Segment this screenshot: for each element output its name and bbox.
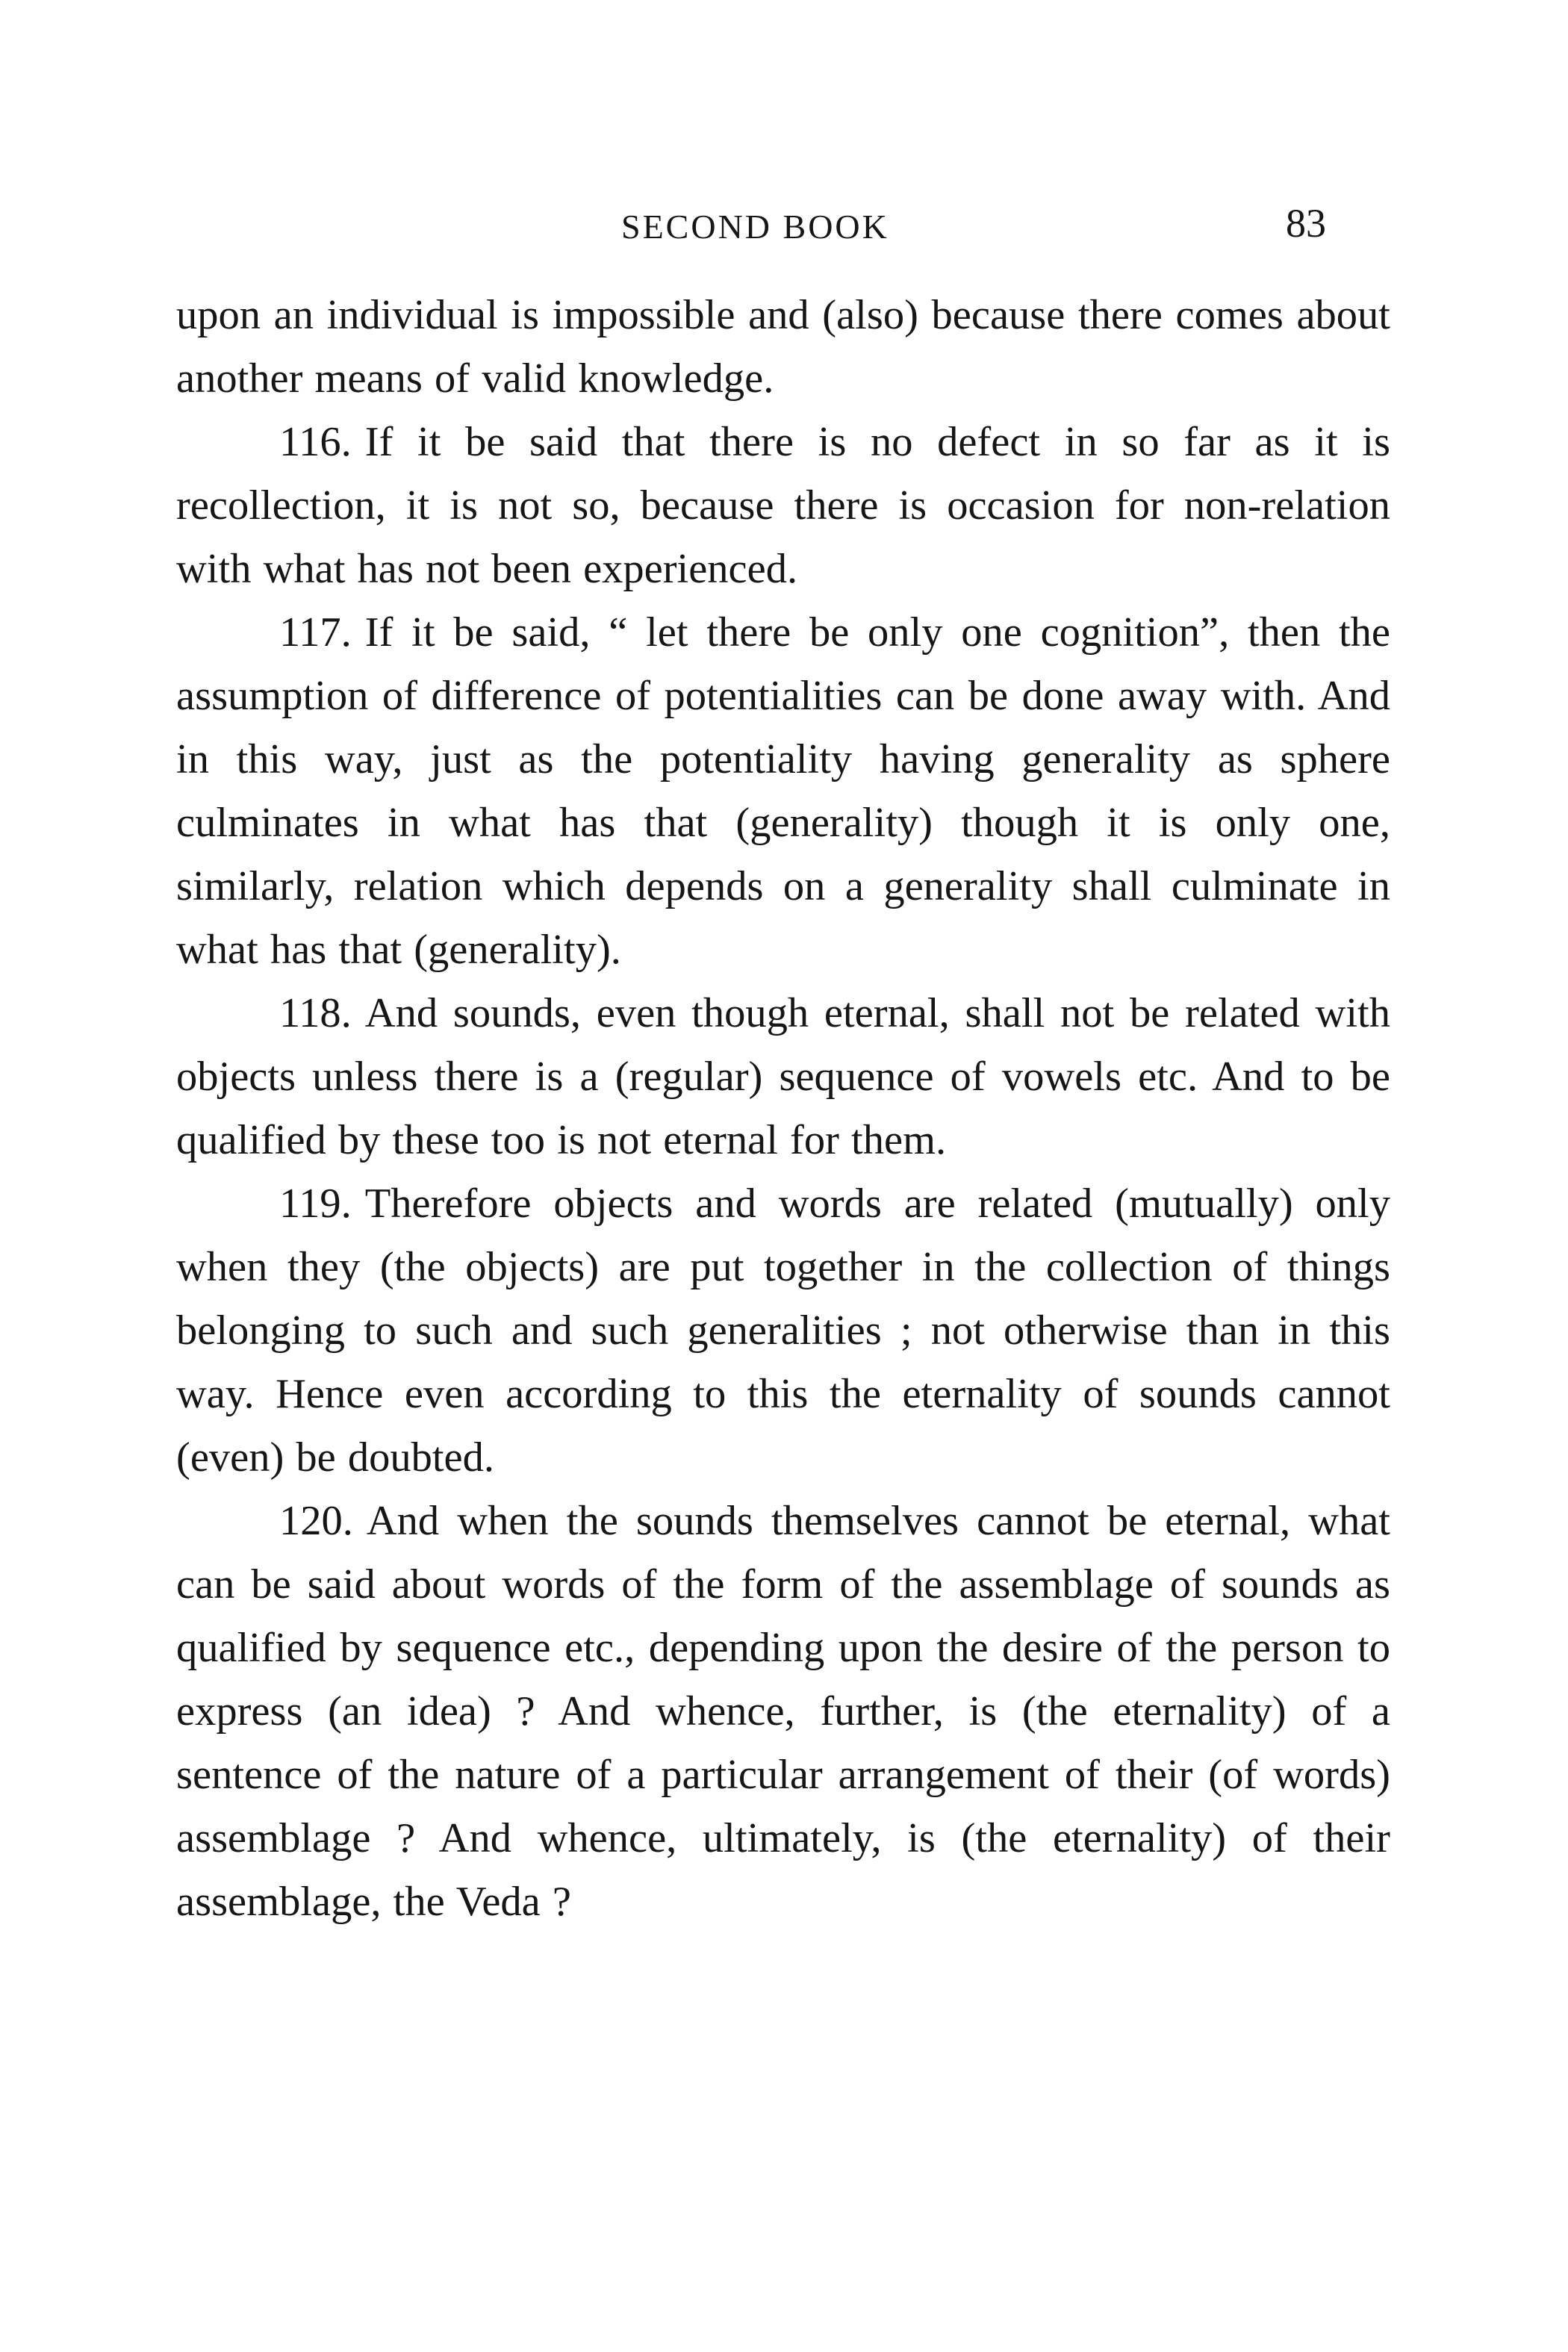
paragraph-number: 119. xyxy=(279,1180,352,1227)
paragraph-text: Therefore objects and words are related (mutually) only when they (the objects) are put together in the collection of things belonging to such and such generalities ; not otherwise than in this way. Hence even according to this the eternality of sounds cannot (even) be doubted. xyxy=(176,1180,1390,1481)
paragraph-text: And sounds, even though eternal, shall not be related with objects unless there is a (regular) sequence of vowels etc. And to be qualified by these too is not eternal for them. xyxy=(176,990,1390,1163)
body-text xyxy=(176,284,1390,1934)
paragraph-text: And when the sounds themselves cannot be eternal, what can be said about words of the form of the assemblage of sounds as qualified by sequence etc., depending upon the desire of the person to express (an idea) ? And whence, further, is (the eternality) of a sentence of the nature of a particular arrangement of their (of words) assemblage ? And whence, ultimately, is (the eternality) of their assemblage, the Veda ? xyxy=(176,1498,1390,1925)
paragraph-120 xyxy=(176,1490,1390,1934)
paragraph-119 xyxy=(176,1172,1390,1490)
paragraph-number: 118. xyxy=(279,990,352,1036)
page-number: 83 xyxy=(1286,201,1326,246)
paragraph-number: 120. xyxy=(279,1498,353,1544)
running-title: SECOND BOOK xyxy=(621,208,889,246)
paragraph-number: 117. xyxy=(279,609,352,656)
paragraph-number: 116. xyxy=(279,419,352,465)
running-header xyxy=(0,200,1568,252)
paragraph-text: upon an individual is impossible and (also) because there comes about another means of valid knowledge. xyxy=(176,292,1390,402)
paragraph-text: If it be said that there is no defect in so far as it is recollection, it is not so, because there is occasion for non-relation with what has not been experienced. xyxy=(176,419,1390,592)
paragraph-text: If it be said, “ let there be only one cognition”, then the assumption of difference of potentialities can be done away with. And in this way, just as the potentiality having generality as sphere culminates in what has that (generality) though it is only one, similarly, relation which depends on a generality shall culminate in what has that (generality). xyxy=(176,609,1390,973)
paragraph-116 xyxy=(176,411,1390,601)
paragraph-continuation xyxy=(176,284,1390,411)
paragraph-117 xyxy=(176,601,1390,982)
paragraph-118 xyxy=(176,982,1390,1172)
